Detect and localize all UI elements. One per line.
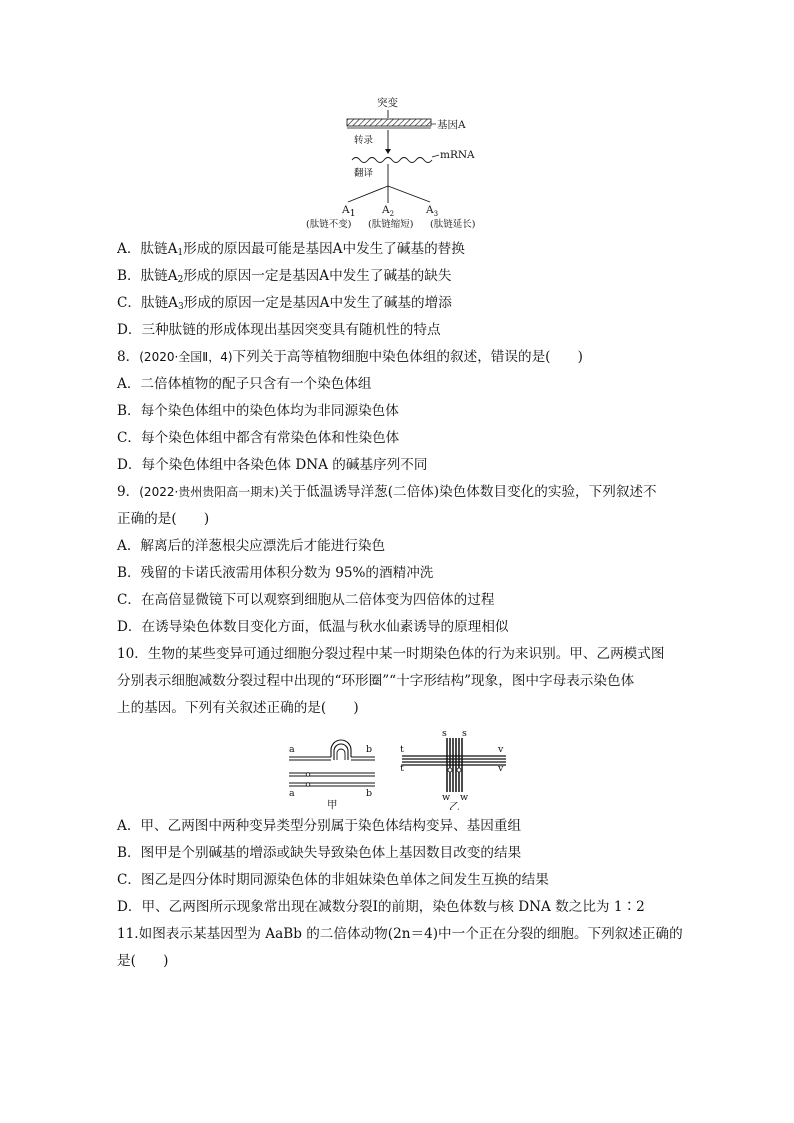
transcription-arrowhead (385, 149, 391, 154)
q8-stem: 8．(2020·全国Ⅱ，4)下列关于高等植物细胞中染色体组的叙述，错误的是( ) (117, 349, 583, 365)
q9-stem-line2: 正确的是( ) (117, 511, 210, 527)
q8-option-c: C．每个染色体组中都含有常染色体和性染色体 (117, 430, 400, 446)
q9-stem-line1: 9．(2022·贵州贵阳高一期末)关于低温诱导洋葱(二倍体)染色体数目变化的实验，下列叙述不 (117, 484, 657, 500)
q11-stem-line2: 是( ) (117, 953, 169, 969)
a2-note: (肽链缩短) (368, 219, 414, 230)
translation-label: 翻译 (354, 168, 374, 179)
gene-b-bottom: b (366, 788, 373, 799)
q8-option-a: A．二倍体植物的配子只含有一个染色体组 (117, 376, 372, 392)
mrna-wave (352, 158, 432, 163)
q7-option-a: A．肽链$A_1$形成的原因最可能是基因A中发生了碱基的替换 (117, 241, 465, 258)
figure-jia-label: 甲 (327, 799, 338, 810)
gene-w-right: w (460, 792, 469, 803)
gene-v-top: v (498, 744, 504, 755)
q10-option-c: C．图乙是四分体时期同源染色体的非姐妹染色单体之间发生互换的结果 (117, 872, 549, 888)
q10-option-a: A．甲、乙两图中两种变异类型分别属于染色体结构变异、基因重组 (117, 818, 522, 834)
q8-option-d: D．每个染色体组中各染色体 DNA 的碱基序列不同 (117, 457, 428, 473)
q10-option-d: D．甲、乙两图所示现象常出现在减数分裂Ⅰ的前期，染色体数与核 DNA 数之比为 1∶2 (117, 899, 645, 915)
q9-option-a: A．解离后的洋葱根尖应漂洗后才能进行染色 (117, 538, 386, 554)
upper-chromosome (289, 740, 375, 760)
figure-yi-label: 乙 (449, 801, 460, 810)
ring-loop-diagram (283, 738, 383, 810)
branch-right (388, 186, 430, 202)
gene-w-left: w (442, 792, 451, 803)
q10-stem-line1: 10．生物的某些变异可通过细胞分裂过程中某一时期染色体的行为来识别。甲、乙两模式图 (117, 646, 665, 662)
gene-a-label: 基因A (437, 119, 466, 131)
q10-stem-line2: 分别表示细胞减数分裂过程中出现的“环形圈”“十字形结构”现象，图中字母表示染色体 (117, 673, 635, 689)
q7-option-d: D．三种肽链的形成体现出基因突变具有随机性的特点 (117, 322, 441, 338)
q7-option-b: B．肽链$A_2$形成的原因一定是基因A中发生了碱基的缺失 (117, 268, 452, 285)
centromere-left (448, 768, 452, 772)
a1-label: A1 (342, 204, 356, 219)
gene-v-bottom: v (498, 763, 504, 774)
gene-a-bottom: a (289, 788, 295, 799)
cross-horizontal-strands (402, 756, 506, 765)
gene-s-left: s (442, 728, 447, 739)
gene-s-right: s (462, 728, 467, 739)
gene-a-top: a (289, 744, 295, 755)
gene-t-top: t (400, 744, 404, 755)
mrna-leader (432, 155, 439, 157)
q9-option-b: B．残留的卡诺氏液需用体积分数为 95%的酒精冲洗 (117, 565, 434, 581)
q9-option-c: C．在高倍显微镜下可以观察到细胞从二倍体变为四倍体的过程 (117, 592, 495, 608)
q10-stem-line3: 上的基因。下列有关叙述正确的是( ) (117, 700, 359, 716)
mrna-label: mRNA (440, 149, 475, 161)
mutation-label: 突变 (377, 97, 398, 109)
cross-structure-diagram (398, 726, 510, 810)
q9-option-d: D．在诱导染色体数目变化方面，低温与秋水仙素诱导的原理相似 (117, 619, 509, 635)
gene-t-bottom: t (400, 763, 404, 774)
transcription-label: 转录 (354, 135, 374, 146)
q8-option-b: B．每个染色体组中的染色体均为非同源染色体 (117, 403, 399, 419)
gene-a-bar (347, 119, 431, 126)
a3-label: $A_3$ (426, 204, 439, 218)
centromere-right (457, 768, 461, 772)
lower-chromosome (289, 773, 375, 786)
q11-stem-line1: 11.如图表示某基因型为 AaBb 的二倍体动物(2n＝4)中一个正在分裂的细胞。下列叙述正确的 (117, 926, 683, 942)
a1-note: (肽链不变) (306, 219, 352, 230)
a3-note: (肽链延长) (430, 219, 476, 230)
gene-b-top: b (366, 744, 373, 755)
centromere-top (306, 773, 310, 777)
centromere-bottom (306, 783, 310, 787)
a2-label: $A_2$ (382, 204, 395, 218)
gene-mutation-diagram (290, 92, 510, 234)
q7-option-c: C．肽链$A_3$形成的原因一定是基因A中发生了碱基的增添 (117, 295, 452, 312)
q10-option-b: B．图甲是个别碱基的增添或缺失导致染色体上基因数目改变的结果 (117, 845, 522, 861)
branch-left (348, 186, 388, 202)
